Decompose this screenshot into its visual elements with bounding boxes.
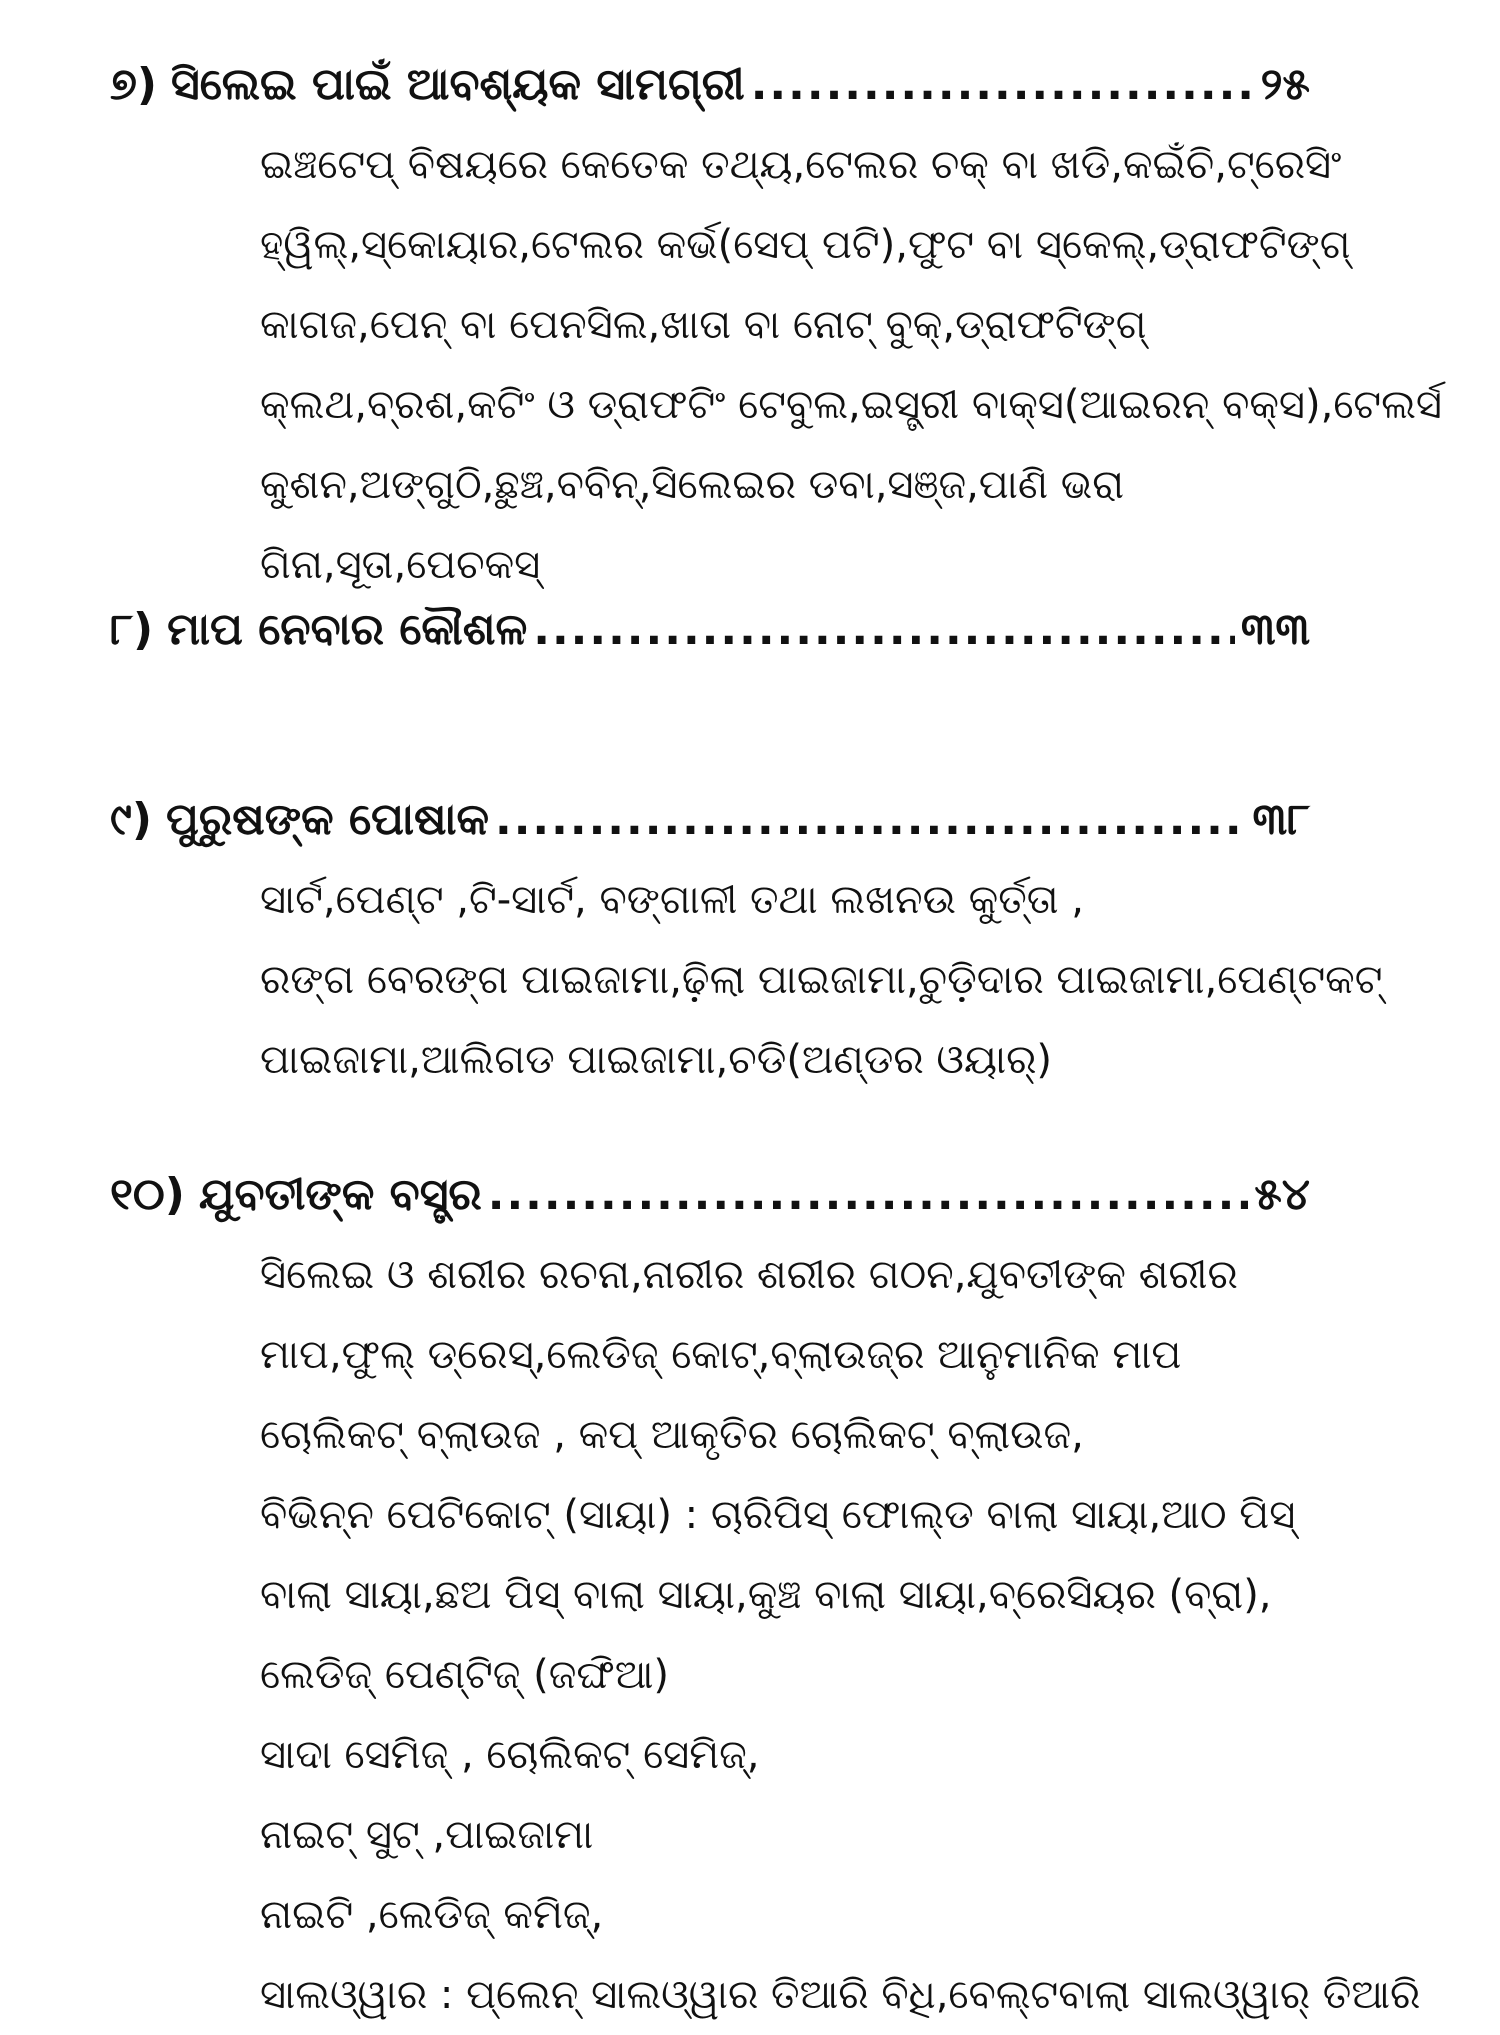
toc-entry-7 <box>110 55 1442 605</box>
toc-entry-8 <box>110 600 1310 660</box>
topic-line: ସିଲେଇ ଓ ଶରୀର ରଚନା,ନାରୀର ଶରୀର ଗଠନ,ଯୁବତୀଙ୍କ ଶରୀର <box>260 1252 1238 1298</box>
dot-leader <box>488 1165 1249 1225</box>
entry-number: ୧୦) <box>110 1169 185 1220</box>
entry-title: ଯୁବତୀଙ୍କ ବସ୍ତ୍ର <box>198 1169 482 1220</box>
topic-line: ବିଭିନ୍ନ ପେଟିକୋଟ୍ (ସାୟା) : ଚାରିପିସ୍ ଫୋଲ୍ଡ ବାଲା ସାୟା,ଆଠ ପିସ୍ <box>260 1492 1296 1538</box>
topic-line: କାଗଜ,ପେନ୍ ବା ପେନସିଲ,ଖାତା ବା ନୋଟ୍ ବୁକ୍,ଡ୍ରାଫଟିଙ୍ଗ୍ <box>260 302 1147 348</box>
entry-title: ପୁରୁଷଙ୍କ ପୋଷାକ <box>165 794 489 845</box>
entry-number: ୭) <box>110 59 158 110</box>
topic-line: ସାର୍ଟ,ପେଣ୍ଟ ,ଟି-ସାର୍ଟ, ବଙ୍ଗାଳୀ ତଥା ଲଖନଉ କୁର୍ତ୍ତା , <box>260 877 1084 923</box>
topic-line: ରଙ୍ଗ ବେରଙ୍ଗ ପାଇଜାମା,ଢ଼ିଲା ପାଇଜାମା,ଚୁଡ଼ିଦାର ପାଇଜାମା,ପେଣ୍ଟକଟ୍ <box>260 957 1383 1003</box>
page-number: ୫୪ <box>1254 1169 1310 1220</box>
entry-number: ୯) <box>110 794 152 845</box>
toc-entry-9 <box>110 790 1383 1100</box>
topic-line: ପାଇଜାମା,ଆଲିଗଡ ପାଇଜାମା,ଚଡି(ଅଣ୍ଡର ଓୟାର୍) <box>260 1037 1053 1083</box>
dot-leader <box>533 600 1235 660</box>
topic-line: ମାପ,ଫୁଲ୍ ଡ୍ରେସ୍,ଲେଡିଜ୍ କୋଟ୍,ବ୍ଲାଉଜ୍ର ଆନୁମାନିକ ମାପ <box>260 1332 1182 1378</box>
toc-heading <box>110 790 1310 850</box>
topic-line: ବାଲା ସାୟା,ଛଅ ପିସ୍ ବାଲା ସାୟା,କୁଞ୍ଚ ବାଲା ସାୟା,ବ୍ରେସିୟର (ବ୍ରା), <box>260 1572 1272 1618</box>
topic-list <box>260 125 1442 605</box>
topic-line: ନାଇଟ୍ ସୁଟ୍ ,ପାଇଜାମା <box>260 1812 594 1858</box>
topic-line: ହ୍ୱିଲ୍,ସ୍କୋୟାର,ଟେଲର କର୍ଭ(ସେପ୍ ପଟି),ଫୁଟ ବା ସ୍କେଲ୍,ଡ୍ରାଫଟିଙ୍ଗ୍ <box>260 222 1351 268</box>
topic-list <box>260 860 1383 1100</box>
page-number: ୩୩ <box>1240 604 1310 655</box>
dot-leader <box>495 790 1246 850</box>
entry-title: ମାପ ନେବାର କୌଶଳ <box>167 604 528 655</box>
topic-line: କ୍ଲଥ,ବ୍ରଶ,କଟିଂ ଓ ଡ୍ରାଫଟିଂ ଟେବୁଲ,ଇସ୍ତ୍ରୀ ବାକ୍ସ(ଆଇରନ୍ ବକ୍ସ),ଟେଲର୍ସ <box>260 382 1442 428</box>
topic-line: ନାଇଟି ,ଲେଡିଜ୍ କମିଜ୍, <box>260 1892 604 1938</box>
entry-title: ସିଲେଇ ପାଇଁ ଆବଶ୍ୟକ ସାମଗ୍ରୀ <box>171 59 745 110</box>
toc-heading <box>110 600 1310 660</box>
toc-heading <box>110 1165 1310 1225</box>
page-number: ୩୮ <box>1252 794 1310 845</box>
topic-line: ଇଞ୍ଚଟେପ୍ ବିଷୟରେ କେତେକ ତଥ୍ୟ,ଟେଲର ଚକ୍ ବା ଖଡି,କଇଁଚି,ଟ୍ରେସିଂ <box>260 142 1342 188</box>
toc-entry-10 <box>110 1165 1421 2035</box>
topic-line: ଲେଡିଜ୍ ପେଣ୍ଟିଜ୍ (ଜଙ୍ଘିଆ) <box>260 1652 670 1698</box>
topic-line: ଗିନା,ସୂତା,ପେଚକସ୍ <box>260 542 541 588</box>
topic-list <box>260 1235 1421 2035</box>
dot-leader <box>751 55 1255 115</box>
topic-line: ସାଦା ସେମିଜ୍ , ଚୋଲିକଟ୍ ସେମିଜ୍, <box>260 1732 760 1778</box>
page-number: ୨୫ <box>1260 59 1310 110</box>
topic-line: ଚୋଲିକଟ୍ ବ୍ଲାଉଜ , କପ୍ ଆକୃତିର ଚୋଲିକଟ୍ ବ୍ଲାଉଜ, <box>260 1412 1084 1458</box>
topic-line: ସାଲଓ୍ୱାର : ପ୍ଲେନ୍ ସାଲଓ୍ୱାର ତିଆରି ବିଧି,ବେଲ୍ଟବାଲା ସାଲଓ୍ୱାର୍ ତିଆରି <box>260 1972 1421 2018</box>
entry-number: ୮) <box>110 604 154 655</box>
topic-line: କୁଶନ,ଅଙ୍ଗୁଠି,ଛୁଞ୍ଚ,ବବିନ୍,ସିଲେଇର ଡବା,ସଞ୍ଜ,ପାଣି ଭରା <box>260 462 1125 508</box>
toc-heading <box>110 55 1310 115</box>
